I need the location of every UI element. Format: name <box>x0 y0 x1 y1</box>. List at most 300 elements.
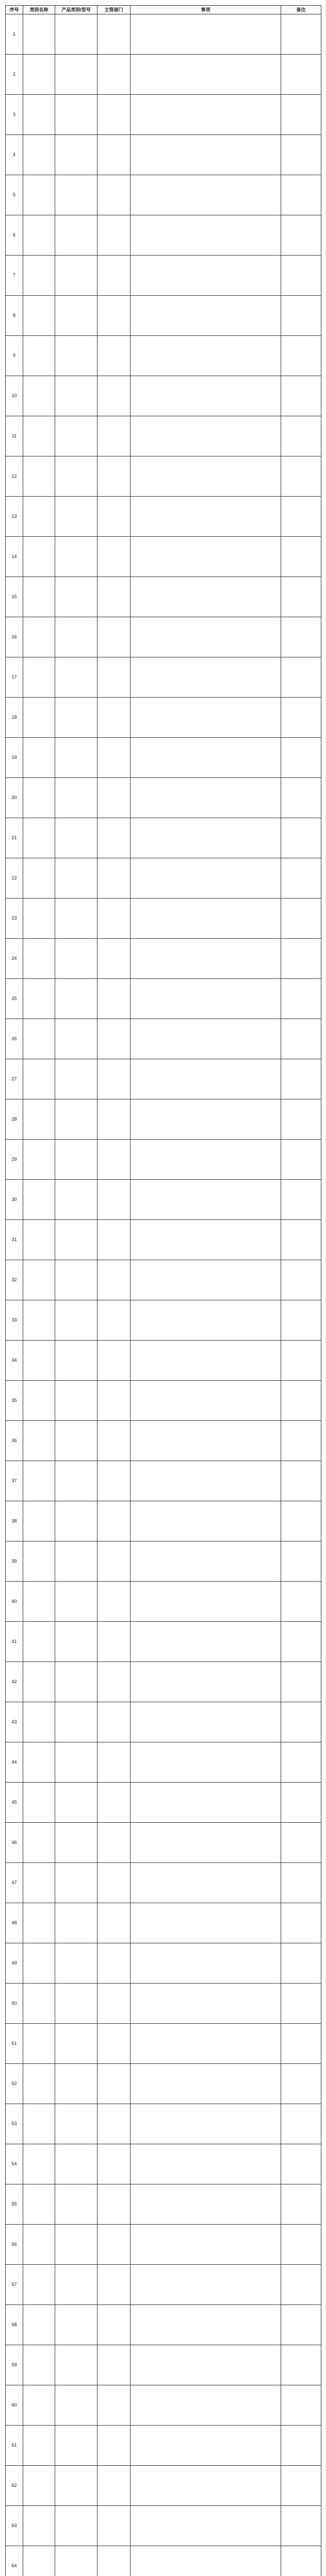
cell-remark <box>281 497 321 537</box>
cell-category <box>23 55 55 95</box>
table-row <box>6 1059 321 1099</box>
cell-category <box>23 1501 55 1541</box>
cell-item <box>131 1220 281 1260</box>
cell-number: 55 <box>6 2184 23 2225</box>
cell-product <box>55 1903 97 1943</box>
cell-remark <box>281 2184 321 2225</box>
cell-item <box>131 1943 281 1984</box>
cell-product <box>55 1943 97 1984</box>
cell-remark <box>281 2506 321 2546</box>
table-row <box>6 2426 321 2466</box>
cell-item <box>131 1582 281 1622</box>
cell-number: 61 <box>6 2426 23 2466</box>
cell-number: 6 <box>6 215 23 256</box>
cell-category <box>23 1662 55 1702</box>
table-row <box>6 2385 321 2426</box>
cell-department <box>97 698 131 738</box>
cell-item <box>131 1622 281 1662</box>
header-cell: 备注 <box>281 6 321 14</box>
cell-department <box>97 577 131 617</box>
cell-category <box>23 2265 55 2305</box>
cell-category <box>23 2546 55 2576</box>
table-row <box>6 2225 321 2265</box>
cell-product <box>55 1381 97 1421</box>
cell-department <box>97 2184 131 2225</box>
cell-product <box>55 55 97 95</box>
cell-number: 29 <box>6 1140 23 1180</box>
table-row <box>6 1742 321 1783</box>
cell-number: 23 <box>6 899 23 939</box>
cell-number: 20 <box>6 778 23 818</box>
cell-product <box>55 778 97 818</box>
cell-item <box>131 2184 281 2225</box>
cell-number: 22 <box>6 858 23 899</box>
cell-product <box>55 2426 97 2466</box>
cell-department <box>97 2546 131 2576</box>
cell-department <box>97 456 131 497</box>
cell-item <box>131 1742 281 1783</box>
table-row <box>6 2466 321 2506</box>
cell-department <box>97 1903 131 1943</box>
cell-remark <box>281 1220 321 1260</box>
cell-item <box>131 1300 281 1341</box>
cell-product <box>55 818 97 858</box>
cell-remark <box>281 1341 321 1381</box>
cell-category <box>23 2466 55 2506</box>
cell-number: 56 <box>6 2225 23 2265</box>
cell-item <box>131 2506 281 2546</box>
cell-remark <box>281 55 321 95</box>
cell-category <box>23 215 55 256</box>
cell-remark <box>281 818 321 858</box>
cell-item <box>131 1501 281 1541</box>
cell-number: 17 <box>6 657 23 698</box>
cell-product <box>55 1783 97 1823</box>
table-row <box>6 1702 321 1742</box>
cell-number: 18 <box>6 698 23 738</box>
cell-category <box>23 2345 55 2385</box>
cell-department <box>97 1341 131 1381</box>
cell-remark <box>281 1180 321 1220</box>
cell-remark <box>281 537 321 577</box>
cell-remark <box>281 1903 321 1943</box>
cell-number: 2 <box>6 55 23 95</box>
cell-number: 34 <box>6 1341 23 1381</box>
cell-item <box>131 55 281 95</box>
cell-product <box>55 1300 97 1341</box>
table-row <box>6 135 321 175</box>
cell-product <box>55 456 97 497</box>
cell-item <box>131 2104 281 2144</box>
cell-remark <box>281 296 321 336</box>
cell-product <box>55 1019 97 1059</box>
table-row <box>6 1984 321 2024</box>
cell-product <box>55 14 97 55</box>
table-row <box>6 2265 321 2305</box>
cell-number: 15 <box>6 577 23 617</box>
cell-item <box>131 1984 281 2024</box>
cell-category <box>23 899 55 939</box>
cell-category <box>23 1742 55 1783</box>
cell-item <box>131 899 281 939</box>
table-row <box>6 1783 321 1823</box>
table-row <box>6 1260 321 1300</box>
cell-remark <box>281 376 321 416</box>
cell-number: 12 <box>6 456 23 497</box>
cell-product <box>55 2506 97 2546</box>
cell-department <box>97 55 131 95</box>
table-row <box>6 2345 321 2385</box>
cell-department <box>97 2064 131 2104</box>
cell-item <box>131 2345 281 2385</box>
table-row <box>6 2184 321 2225</box>
cell-department <box>97 2024 131 2064</box>
cell-number: 28 <box>6 1099 23 1140</box>
cell-category <box>23 456 55 497</box>
cell-item <box>131 1461 281 1501</box>
cell-product <box>55 95 97 135</box>
cell-department <box>97 899 131 939</box>
cell-department <box>97 416 131 456</box>
cell-item <box>131 1019 281 1059</box>
cell-department <box>97 336 131 376</box>
cell-number: 4 <box>6 135 23 175</box>
cell-number: 38 <box>6 1501 23 1541</box>
cell-remark <box>281 657 321 698</box>
cell-remark <box>281 1140 321 1180</box>
cell-department <box>97 1662 131 1702</box>
cell-remark <box>281 1662 321 1702</box>
cell-remark <box>281 1099 321 1140</box>
cell-remark <box>281 1059 321 1099</box>
cell-remark <box>281 617 321 657</box>
header-cell: 事项 <box>131 6 281 14</box>
cell-product <box>55 1582 97 1622</box>
cell-product <box>55 577 97 617</box>
cell-product <box>55 899 97 939</box>
cell-remark <box>281 2546 321 2576</box>
cell-product <box>55 1823 97 1863</box>
cell-department <box>97 617 131 657</box>
table-row <box>6 698 321 738</box>
cell-item <box>131 497 281 537</box>
cell-number: 62 <box>6 2466 23 2506</box>
cell-product <box>55 256 97 296</box>
cell-product <box>55 738 97 778</box>
cell-department <box>97 778 131 818</box>
cell-department <box>97 1260 131 1300</box>
table-row <box>6 1381 321 1421</box>
cell-item <box>131 376 281 416</box>
cell-number: 1 <box>6 14 23 55</box>
cell-product <box>55 2144 97 2184</box>
cell-department <box>97 1943 131 1984</box>
cell-category <box>23 1421 55 1461</box>
cell-product <box>55 1341 97 1381</box>
table-row <box>6 2024 321 2064</box>
cell-number: 41 <box>6 1622 23 1662</box>
cell-number: 37 <box>6 1461 23 1501</box>
cell-item <box>131 1180 281 1220</box>
table-row <box>6 537 321 577</box>
table-row <box>6 2064 321 2104</box>
cell-department <box>97 376 131 416</box>
cell-remark <box>281 215 321 256</box>
cell-item <box>131 738 281 778</box>
cell-department <box>97 1180 131 1220</box>
cell-item <box>131 1863 281 1903</box>
cell-category <box>23 1180 55 1220</box>
cell-category <box>23 2024 55 2064</box>
cell-product <box>55 1541 97 1582</box>
cell-remark <box>281 1823 321 1863</box>
cell-remark <box>281 1300 321 1341</box>
cell-item <box>131 2546 281 2576</box>
cell-remark <box>281 2104 321 2144</box>
table-row <box>6 336 321 376</box>
cell-product <box>55 1622 97 1662</box>
cell-category <box>23 14 55 55</box>
cell-department <box>97 1220 131 1260</box>
table-row <box>6 1541 321 1582</box>
cell-remark <box>281 2385 321 2426</box>
cell-product <box>55 939 97 979</box>
cell-item <box>131 657 281 698</box>
cell-category <box>23 1943 55 1984</box>
cell-remark <box>281 1019 321 1059</box>
cell-product <box>55 1260 97 1300</box>
table-row <box>6 14 321 55</box>
table-row <box>6 2144 321 2184</box>
cell-item <box>131 1823 281 1863</box>
table-row <box>6 1140 321 1180</box>
cell-remark <box>281 2024 321 2064</box>
table-row <box>6 1099 321 1140</box>
cell-product <box>55 2104 97 2144</box>
cell-item <box>131 175 281 215</box>
table-row <box>6 1823 321 1863</box>
cell-number: 40 <box>6 1582 23 1622</box>
cell-category <box>23 1099 55 1140</box>
cell-product <box>55 1220 97 1260</box>
cell-remark <box>281 1984 321 2024</box>
cell-department <box>97 135 131 175</box>
table-row <box>6 1180 321 1220</box>
cell-category <box>23 2144 55 2184</box>
cell-item <box>131 1059 281 1099</box>
table-row <box>6 1421 321 1461</box>
cell-remark <box>281 1702 321 1742</box>
cell-product <box>55 1863 97 1903</box>
cell-product <box>55 1742 97 1783</box>
cell-item <box>131 939 281 979</box>
cell-remark <box>281 1501 321 1541</box>
cell-department <box>97 2466 131 2506</box>
cell-product <box>55 497 97 537</box>
cell-number: 25 <box>6 979 23 1019</box>
cell-remark <box>281 1622 321 1662</box>
cell-item <box>131 2426 281 2466</box>
cell-number: 58 <box>6 2305 23 2345</box>
table-row <box>6 1903 321 1943</box>
cell-item <box>131 537 281 577</box>
cell-product <box>55 2345 97 2385</box>
cell-product <box>55 979 97 1019</box>
cell-remark <box>281 1260 321 1300</box>
cell-item <box>131 1140 281 1180</box>
cell-item <box>131 1541 281 1582</box>
cell-product <box>55 175 97 215</box>
cell-category <box>23 1823 55 1863</box>
cell-product <box>55 617 97 657</box>
table-row <box>6 256 321 296</box>
cell-number: 8 <box>6 296 23 336</box>
cell-number: 39 <box>6 1541 23 1582</box>
cell-product <box>55 1059 97 1099</box>
table-row <box>6 577 321 617</box>
cell-remark <box>281 698 321 738</box>
cell-category <box>23 577 55 617</box>
table-row <box>6 818 321 858</box>
cell-product <box>55 2546 97 2576</box>
cell-category <box>23 1461 55 1501</box>
cell-remark <box>281 2144 321 2184</box>
cell-category <box>23 416 55 456</box>
cell-category <box>23 256 55 296</box>
table-row <box>6 617 321 657</box>
cell-remark <box>281 899 321 939</box>
cell-item <box>131 698 281 738</box>
table-row <box>6 1501 321 1541</box>
cell-remark <box>281 2265 321 2305</box>
table-row <box>6 1582 321 1622</box>
cell-department <box>97 1541 131 1582</box>
cell-item <box>131 1260 281 1300</box>
cell-number: 51 <box>6 2024 23 2064</box>
cell-remark <box>281 2426 321 2466</box>
cell-remark <box>281 2345 321 2385</box>
cell-remark <box>281 256 321 296</box>
cell-product <box>55 376 97 416</box>
table-row <box>6 215 321 256</box>
cell-product <box>55 2225 97 2265</box>
cell-item <box>131 2466 281 2506</box>
header-cell: 序号 <box>6 6 23 14</box>
cell-remark <box>281 2466 321 2506</box>
cell-product <box>55 296 97 336</box>
cell-product <box>55 135 97 175</box>
cell-category <box>23 2385 55 2426</box>
cell-department <box>97 1019 131 1059</box>
cell-item <box>131 617 281 657</box>
cell-category <box>23 1984 55 2024</box>
cell-remark <box>281 1381 321 1421</box>
cell-department <box>97 2265 131 2305</box>
cell-remark <box>281 1461 321 1501</box>
cell-item <box>131 135 281 175</box>
cell-category <box>23 336 55 376</box>
cell-remark <box>281 1742 321 1783</box>
cell-item <box>131 858 281 899</box>
cell-category <box>23 1783 55 1823</box>
cell-number: 9 <box>6 336 23 376</box>
cell-department <box>97 2506 131 2546</box>
cell-department <box>97 1863 131 1903</box>
cell-remark <box>281 1421 321 1461</box>
table-row <box>6 657 321 698</box>
cell-category <box>23 2225 55 2265</box>
cell-item <box>131 2024 281 2064</box>
cell-number: 19 <box>6 738 23 778</box>
cell-product <box>55 1662 97 1702</box>
cell-department <box>97 215 131 256</box>
cell-item <box>131 818 281 858</box>
cell-category <box>23 617 55 657</box>
cell-product <box>55 1180 97 1220</box>
table-row <box>6 416 321 456</box>
cell-item <box>131 1702 281 1742</box>
cell-product <box>55 336 97 376</box>
table-row <box>6 296 321 336</box>
cell-number: 31 <box>6 1220 23 1260</box>
cell-department <box>97 1461 131 1501</box>
cell-category <box>23 1140 55 1180</box>
cell-product <box>55 2385 97 2426</box>
cell-product <box>55 698 97 738</box>
header-cell: 产品类别/型号 <box>55 6 97 14</box>
cell-remark <box>281 939 321 979</box>
cell-remark <box>281 135 321 175</box>
cell-category <box>23 939 55 979</box>
table-row <box>6 1863 321 1903</box>
cell-number: 7 <box>6 256 23 296</box>
cell-department <box>97 2144 131 2184</box>
cell-product <box>55 537 97 577</box>
cell-remark <box>281 14 321 55</box>
cell-item <box>131 577 281 617</box>
cell-department <box>97 1099 131 1140</box>
cell-item <box>131 2265 281 2305</box>
cell-remark <box>281 456 321 497</box>
cell-product <box>55 1984 97 2024</box>
cell-category <box>23 1220 55 1260</box>
cell-number: 43 <box>6 1702 23 1742</box>
cell-number: 27 <box>6 1059 23 1099</box>
cell-number: 32 <box>6 1260 23 1300</box>
cell-number: 16 <box>6 617 23 657</box>
cell-number: 45 <box>6 1783 23 1823</box>
cell-category <box>23 1059 55 1099</box>
cell-item <box>131 1421 281 1461</box>
cell-product <box>55 2064 97 2104</box>
cell-product <box>55 2466 97 2506</box>
cell-category <box>23 2426 55 2466</box>
cell-category <box>23 95 55 135</box>
table-row <box>6 1662 321 1702</box>
cell-product <box>55 1099 97 1140</box>
cell-department <box>97 1421 131 1461</box>
cell-category <box>23 778 55 818</box>
cell-number: 54 <box>6 2144 23 2184</box>
cell-department <box>97 1622 131 1662</box>
cell-number: 44 <box>6 1742 23 1783</box>
cell-product <box>55 2265 97 2305</box>
header-cell: 类别名称 <box>23 6 55 14</box>
cell-department <box>97 2426 131 2466</box>
cell-remark <box>281 1783 321 1823</box>
cell-category <box>23 175 55 215</box>
table-body <box>6 14 321 2576</box>
